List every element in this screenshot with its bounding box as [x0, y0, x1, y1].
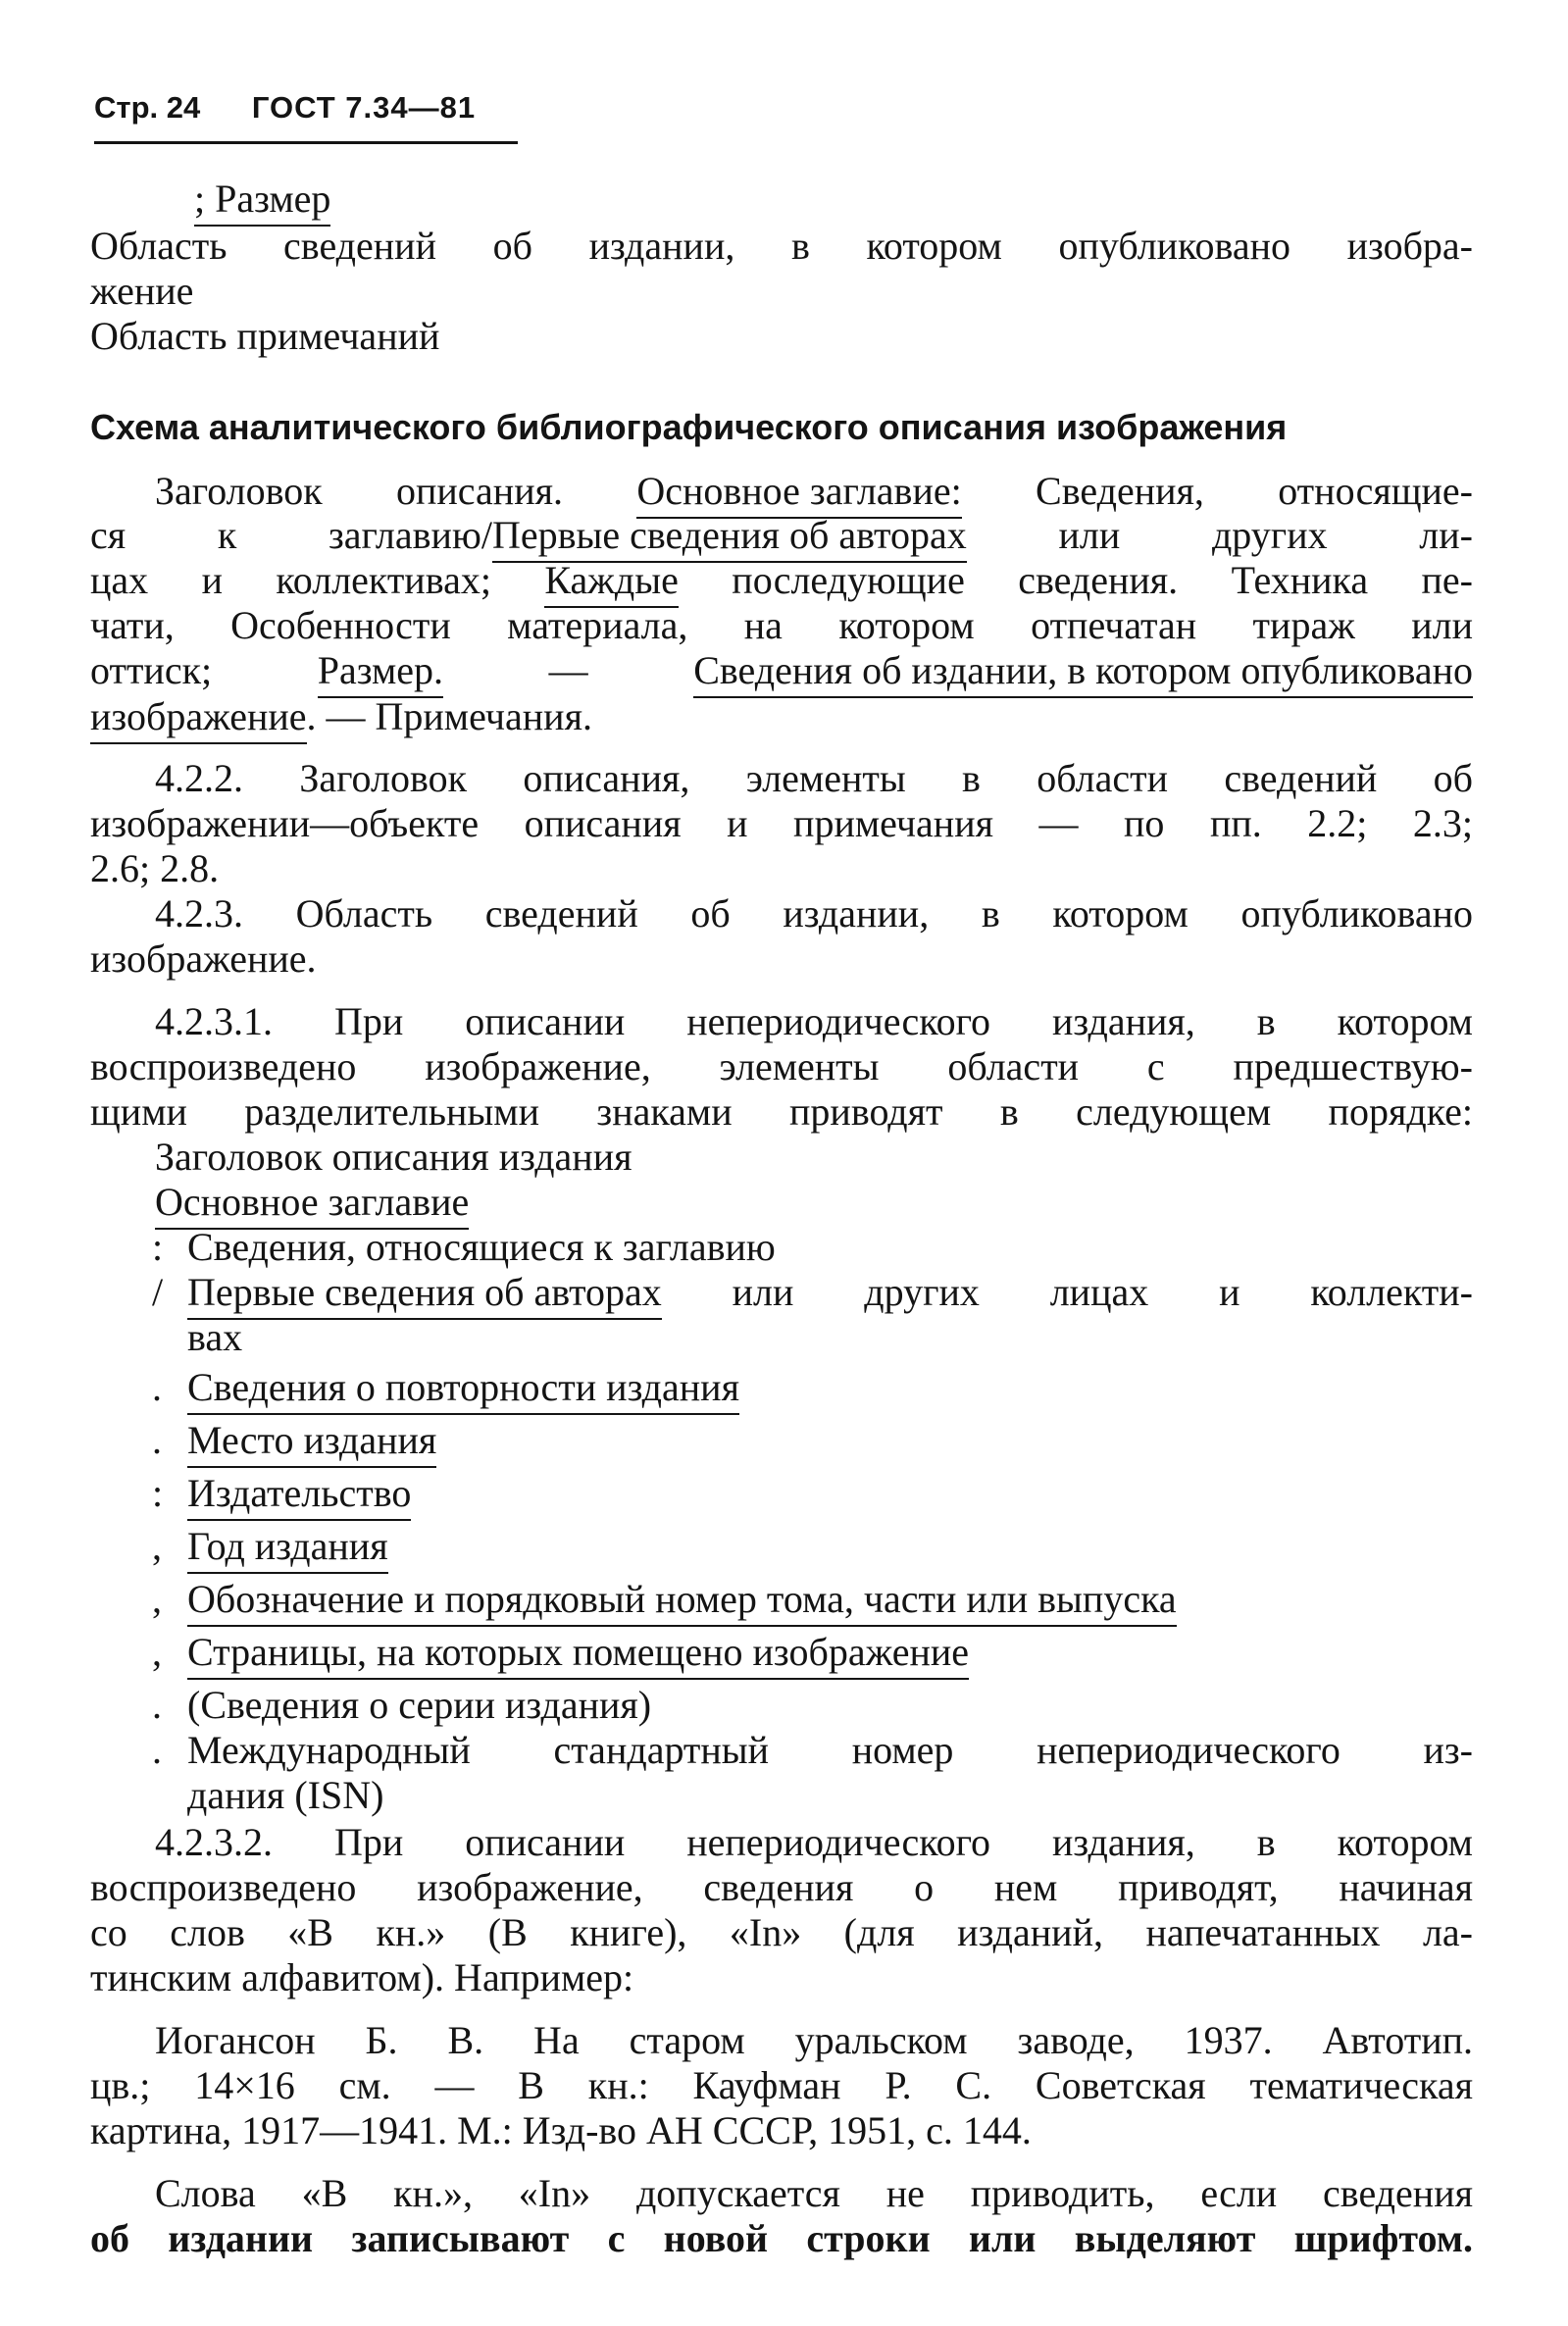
list-item: , Год издания — [152, 1524, 388, 1568]
clause-4-2-3-2-line-2: воспроизведено изображение, сведения о нем приводят, начиная — [90, 1865, 1473, 1909]
list-item: . Международный стандартный номер непериодического из- — [152, 1728, 1473, 1772]
closing-line-1: Слова «В кн.», «In» допускается не приводить, если сведения — [155, 2171, 1473, 2215]
scheme-line-4: чати, Особенности материала, на котором отпечатан тираж или — [90, 603, 1473, 647]
example-line-1: Иогансон Б. В. На старом уральском заводе, 1937. Автотип. — [155, 2018, 1473, 2062]
example-line-3: картина, 1917—1941. М.: Изд-во АН СССР, 1951, с. 144. — [90, 2108, 1032, 2152]
clause-4-2-3-1-line-1: 4.2.3.1. При описании непериодического издания, в котором — [155, 999, 1473, 1043]
clause-4-2-3-1-line-2: воспроизведено изображение, элементы области с предшествую- — [90, 1044, 1473, 1088]
list-item: дания (ISN) — [187, 1773, 384, 1817]
scheme-line-3: цах и коллективах; Каждые последующие сведения. Техника пе- — [90, 558, 1474, 602]
clause-4-2-3-2-line-3: со слов «В кн.» (В книге), «In» (для изданий, напечатанных ла- — [90, 1910, 1473, 1954]
list-item: , Страницы, на которых помещено изображение — [152, 1630, 970, 1674]
list-item: : Издательство — [152, 1471, 412, 1515]
clause-4-2-2-line-2: изображении—объекте описания и примечания — по пп. 2.2; 2.3; — [90, 801, 1473, 845]
scheme-line-2: ся к заглавию/Первые сведения об авторах или других ли- — [90, 513, 1473, 557]
clause-4-2-3-2-line-4: тинским алфавитом). Например: — [90, 1955, 634, 1999]
list-item: , Обозначение и порядковый номер тома, части или выпуска — [152, 1577, 1177, 1621]
intro-edition-area-line-1: Область сведений об издании, в котором опубликовано изобра- — [90, 224, 1473, 268]
list-item: : Сведения, относящиеся к заглавию — [152, 1225, 776, 1269]
scheme-line-1: Заголовок описания. Основное заглавие: Сведения, относящие- — [155, 469, 1473, 513]
scheme-line-6: изображение. — Примечания. — [90, 694, 592, 738]
scheme-line-5: оттиск; Размер. — Сведения об издании, в котором опубликовано — [90, 648, 1474, 692]
intro-size-item: ; Размер — [194, 177, 331, 221]
intro-notes-area: Область примечаний — [90, 314, 440, 358]
closing-line-2: об издании записывают с новой строки или выделяют шрифтом. — [90, 2216, 1473, 2260]
list-item: . Место издания — [152, 1418, 437, 1462]
intro-edition-area-line-2: жение — [90, 269, 194, 313]
section-heading: Схема аналитического библиографического описания изображения — [90, 407, 1288, 447]
list-item: / Первые сведения об авторах или других лицах и коллекти- — [152, 1270, 1473, 1314]
list-item: . (Сведения о серии издания) — [152, 1683, 652, 1727]
clause-4-2-2-line-3: 2.6; 2.8. — [90, 846, 220, 890]
clause-4-2-3-line-2: изображение. — [90, 936, 317, 981]
page-header — [94, 86, 518, 144]
clause-4-2-3-line-1: 4.2.3. Область сведений об издании, в котором опубликовано — [155, 891, 1473, 935]
page-number: Стр. 24 — [94, 90, 201, 125]
clause-4-2-3-2-line-1: 4.2.3.2. При описании непериодического издания, в котором — [155, 1820, 1473, 1864]
clause-4-2-3-1-line-3: щими разделительными знаками приводят в следующем порядке: — [90, 1089, 1473, 1134]
element-main-title: Основное заглавие — [155, 1180, 470, 1224]
list-item: вах — [187, 1315, 243, 1359]
clause-4-2-2-line-1: 4.2.2. Заголовок описания, элементы в области сведений об — [155, 756, 1473, 800]
element-title-heading: Заголовок описания издания — [155, 1135, 632, 1179]
list-item: . Сведения о повторности издания — [152, 1365, 739, 1409]
standard-designation: ГОСТ 7.34—81 — [251, 90, 477, 125]
example-line-2: цв.; 14×16 см. — В кн.: Кауфман Р. С. Советская тематическая — [90, 2063, 1473, 2107]
